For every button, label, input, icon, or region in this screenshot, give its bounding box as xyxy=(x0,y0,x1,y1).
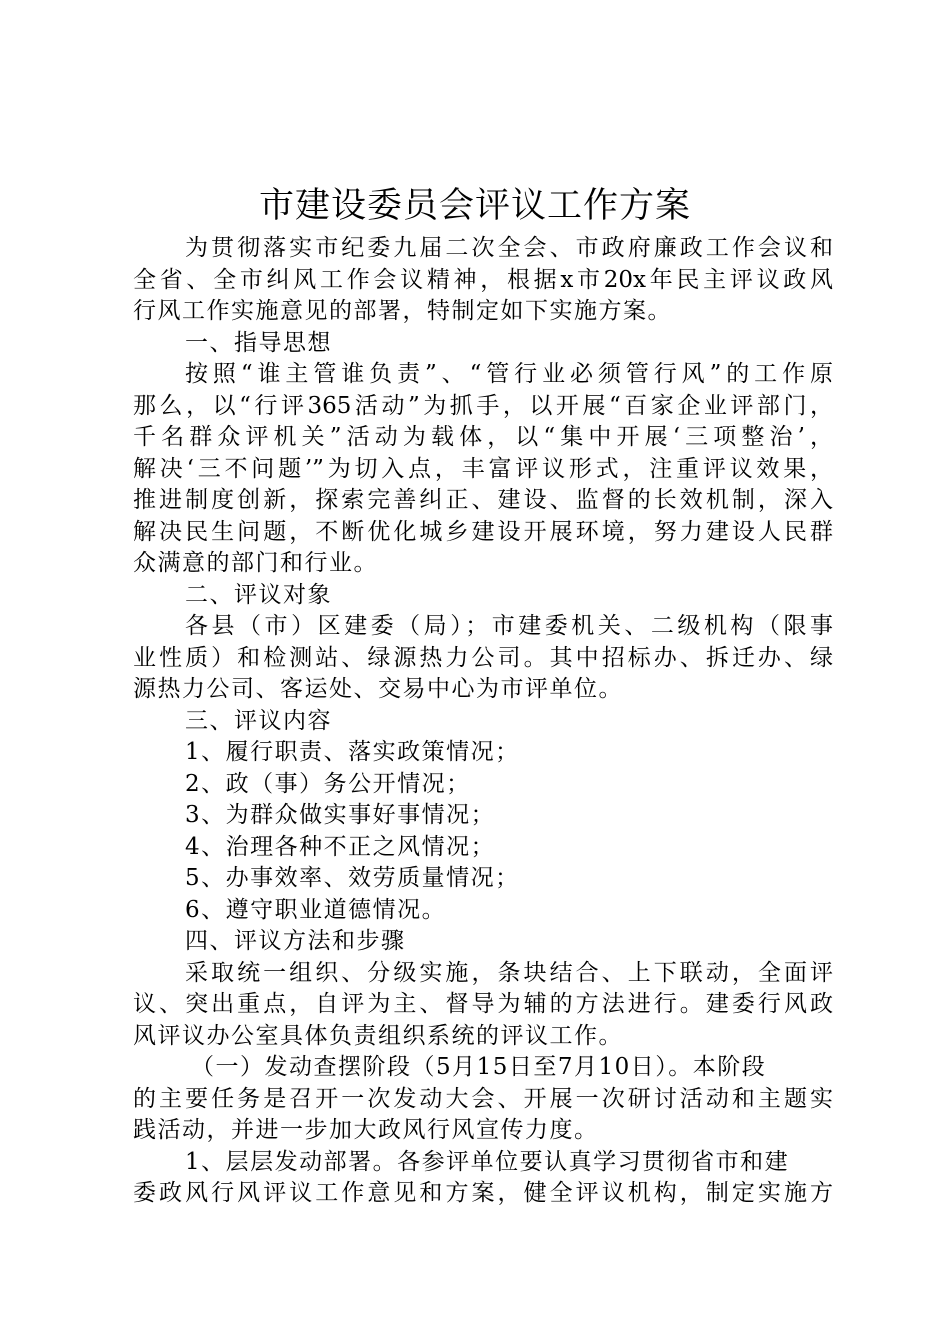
paragraph-line: 采取统一组织、分级实施，条块结合、上下联动，全面评 xyxy=(185,959,833,986)
document-title: 市建设委员会评议工作方案 xyxy=(258,186,691,226)
paragraph-line: 那么，以“行评365活动”为抓手，以开展“百家企业评部门， xyxy=(133,392,833,419)
section-heading: 四、评议方法和步骤 xyxy=(185,928,406,954)
subsection-line: （一）发动查摆阶段（5月15日至7月10日）。本阶段 xyxy=(191,1054,767,1080)
paragraph-line: 委政风行风评议工作意见和方案，健全评议机构，制定实施方 xyxy=(133,1180,833,1206)
paragraph-line: 议、突出重点，自评为主、督导为辅的方法进行。建委行风政 xyxy=(133,991,833,1017)
section-heading: 二、评议对象 xyxy=(185,581,332,608)
list-item: 2、政（事）务公开情况； xyxy=(185,770,471,797)
paragraph-line: 各县（市）区建委（局）；市建委机关、二级机构（限事 xyxy=(185,613,833,639)
list-item: 6、遵守职业道德情况。 xyxy=(185,896,447,923)
paragraph-line: 为贯彻落实市纪委九届二次全会、市政府廉政工作会议和 xyxy=(185,235,833,261)
paragraph-line: 全省、全市纠风工作会议精神，根据x市20x年民主评议政风 xyxy=(133,266,833,293)
section-heading: 三、评议内容 xyxy=(185,707,332,734)
paragraph-line: 解决民生问题，不断优化城乡建设开展环境，努力建设人民群 xyxy=(133,518,833,545)
paragraph-line: 践活动，并进一步加大政风行风宣传力度。 xyxy=(133,1117,599,1143)
list-item: 3、为群众做实事好事情况； xyxy=(185,802,496,828)
paragraph-line: 1、层层发动部署。各参评单位要认真学习贯彻省市和建 xyxy=(185,1148,790,1175)
list-item: 4、治理各种不正之风情况； xyxy=(185,833,496,860)
list-item: 1、履行职责、落实政策情况； xyxy=(185,739,520,765)
paragraph-line: 解决‘三不问题’”为切入点，丰富评议形式，注重评议效果， xyxy=(133,455,833,482)
paragraph-line: 行风工作实施意见的部署，特制定如下实施方案。 xyxy=(133,298,672,324)
document-body xyxy=(133,233,833,1210)
paragraph-line: 风评议办公室具体负责组织系统的评议工作。 xyxy=(133,1022,623,1049)
paragraph-line: 源热力公司、客运处、交易中心为市评单位。 xyxy=(133,676,623,702)
paragraph-line: 的主要任务是召开一次发动大会、开展一次研讨活动和主题实 xyxy=(133,1085,833,1112)
list-item: 5、办事效率、效劳质量情况； xyxy=(185,865,520,891)
paragraph-line: 业性质）和检测站、绿源热力公司。其中招标办、拆迁办、绿 xyxy=(133,644,833,671)
paragraph-line: 按照“谁主管谁负责”、“管行业必须管行风”的工作原 xyxy=(185,361,833,387)
paragraph-line: 推进制度创新，探索完善纠正、建设、监督的长效机制，深入 xyxy=(133,487,833,513)
paragraph-line: 千名群众评机关”活动为载体，以“集中开展‘三项整治’， xyxy=(133,424,833,450)
paragraph-line: 众满意的部门和行业。 xyxy=(133,550,378,576)
section-heading: 一、指导思想 xyxy=(185,329,332,356)
